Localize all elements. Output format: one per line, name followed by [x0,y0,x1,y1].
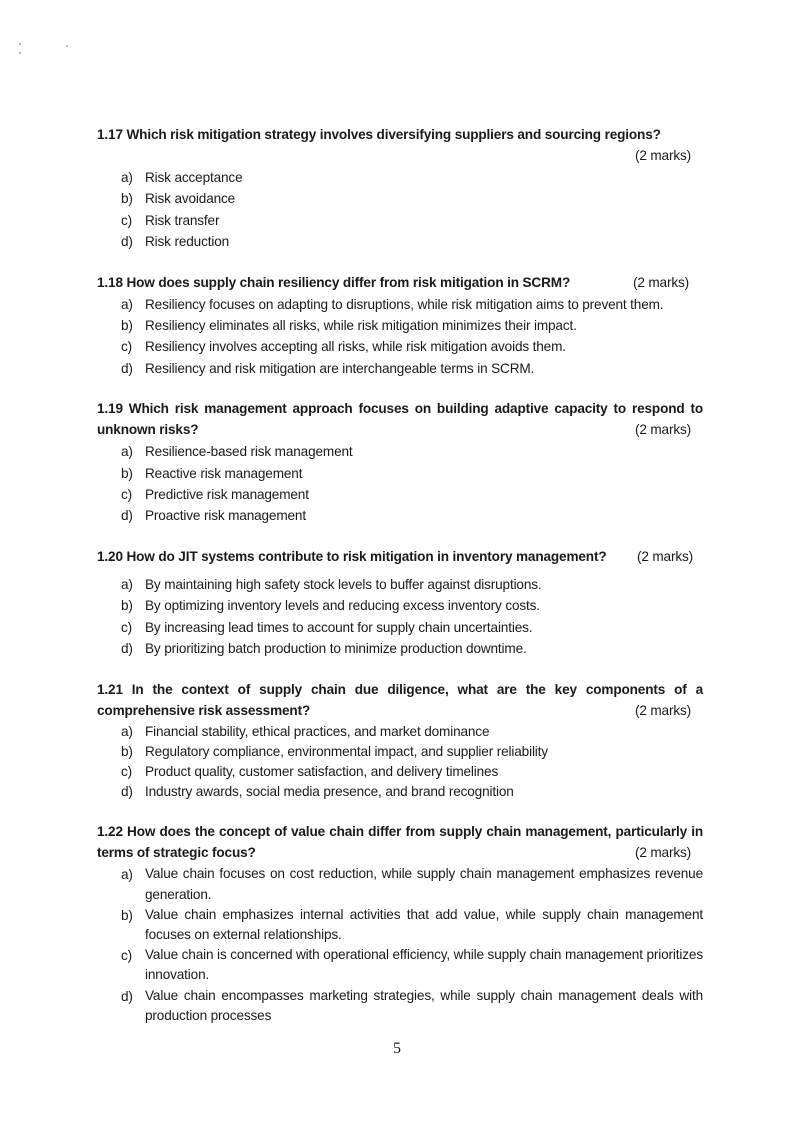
option-letter: a) [121,444,133,460]
option-text: By increasing lead times to account for supply chain uncertainties. [145,619,533,635]
option-d [97,986,703,1026]
marks-label: (2 marks) [634,845,691,861]
option-text: By optimizing inventory levels and reducing excess inventory costs. [145,598,540,614]
option-b [97,188,703,209]
option-a [97,722,703,742]
option-a [97,441,703,462]
option-text: Resiliency eliminates all risks, while risk mitigation minimizes their impact. [145,318,577,334]
option-letter: b) [121,907,133,923]
option-letter: d) [121,360,133,376]
marks-label: (2 marks) [634,422,691,438]
options-list [97,574,703,660]
scan-speck [19,43,21,45]
options-list [97,294,703,380]
option-letter: a) [121,296,133,312]
option-letter: c) [121,763,133,779]
option-text: Industry awards, social media presence, and brand recognition [145,784,514,800]
option-b [97,742,703,762]
option-text: Value chain focuses on cost reduction, while supply chain management emphasizes revenue generation. [145,866,703,902]
question-text: 1.21 In the context of supply chain due diligence, what are the key components of a comprehensive risk assessment? [97,681,703,718]
option-letter: b) [121,598,133,614]
marks-label: (2 marks) [634,702,691,718]
option-b [97,315,703,336]
option-c [97,945,703,985]
option-letter: d) [121,641,133,657]
option-d [97,782,703,802]
option-letter: a) [121,867,133,883]
option-text: Proactive risk management [145,508,306,524]
option-letter: b) [121,743,133,759]
option-text: Financial stability, ethical practices, and market dominance [145,723,490,739]
question-1-19 [97,398,703,527]
option-d [97,505,703,526]
option-b [97,905,703,945]
option-text: Resiliency focuses on adapting to disruptions, while risk mitigation aims to prevent them. [145,296,664,312]
question-header [97,398,703,440]
question-header [97,272,703,293]
question-header [97,124,703,166]
option-letter: c) [121,339,133,355]
marks-label: (2 marks) [634,148,691,163]
option-a [97,167,703,188]
scan-speck [19,52,21,54]
option-letter: b) [121,191,133,207]
question-1-20 [97,546,703,660]
question-header [97,546,703,567]
option-letter: c) [121,212,133,228]
option-text: Resiliency and risk mitigation are interchangeable terms in SCRM. [145,360,535,376]
option-letter: d) [121,234,133,250]
option-a [97,864,703,904]
option-text: Resiliency involves accepting all risks, while risk mitigation avoids them. [145,339,566,355]
option-a [97,294,703,315]
options-list [97,722,703,803]
option-text: Value chain encompasses marketing strategies, while supply chain management deals with production processes [145,987,703,1023]
marks-label: (2 marks) [632,274,689,290]
option-letter: c) [121,948,133,964]
option-d [97,358,703,379]
question-text: 1.18 How does supply chain resiliency differ from risk mitigation in SCRM? [97,274,571,290]
option-letter: a) [121,576,133,592]
options-list [97,167,703,253]
option-text: Risk acceptance [145,170,243,185]
option-c [97,484,703,505]
option-letter: a) [121,170,133,185]
marks-label: (2 marks) [636,548,693,564]
option-a [97,574,703,595]
option-letter: d) [121,508,133,524]
option-letter: a) [121,723,133,739]
option-letter: b) [121,318,133,334]
option-c [97,210,703,231]
question-1-22 [97,821,703,1026]
question-text: 1.20 How do JIT systems contribute to risk mitigation in inventory management? [97,548,607,564]
option-d [97,638,703,659]
scan-speck [66,45,68,47]
option-text: Predictive risk management [145,487,309,503]
question-text: 1.22 How does the concept of value chain differ from supply chain management, particularly in terms of strategic focus? [97,824,703,861]
question-text: 1.19 Which risk management approach focuses on building adaptive capacity to respond to unknown risks? [97,401,703,438]
option-d [97,231,703,252]
option-text: Reactive risk management [145,465,303,481]
options-list [97,441,703,527]
option-b [97,463,703,484]
question-1-18 [97,272,703,380]
page-number: 5 [393,1040,401,1057]
option-text: Risk transfer [145,212,220,228]
question-1-17 [97,124,703,253]
option-text: Risk avoidance [145,191,236,207]
option-text: By maintaining high safety stock levels to buffer against disruptions. [145,576,542,592]
option-c [97,617,703,638]
option-c [97,336,703,357]
option-c [97,762,703,782]
option-letter: c) [121,619,133,635]
option-letter: c) [121,487,133,503]
option-text: Product quality, customer satisfaction, and delivery timelines [145,763,499,779]
options-list [97,864,703,1026]
question-text: 1.17 Which risk mitigation strategy involves diversifying suppliers and sourcing regions? [97,127,661,142]
option-text: Value chain emphasizes internal activities that add value, while supply chain management focuses on external relationships. [145,906,703,942]
option-b [97,595,703,616]
exam-page [97,124,703,1045]
option-letter: d) [121,988,133,1004]
option-text: By prioritizing batch production to minimize production downtime. [145,641,527,657]
option-text: Value chain is concerned with operational efficiency, while supply chain management prioritizes innovation. [145,947,703,983]
question-1-21 [97,679,703,803]
option-letter: d) [121,784,133,800]
question-header [97,679,703,721]
option-letter: b) [121,465,133,481]
question-header [97,821,703,863]
option-text: Resilience-based risk management [145,444,353,460]
option-text: Regulatory compliance, environmental impact, and supplier reliability [145,743,548,759]
option-text: Risk reduction [145,234,230,250]
